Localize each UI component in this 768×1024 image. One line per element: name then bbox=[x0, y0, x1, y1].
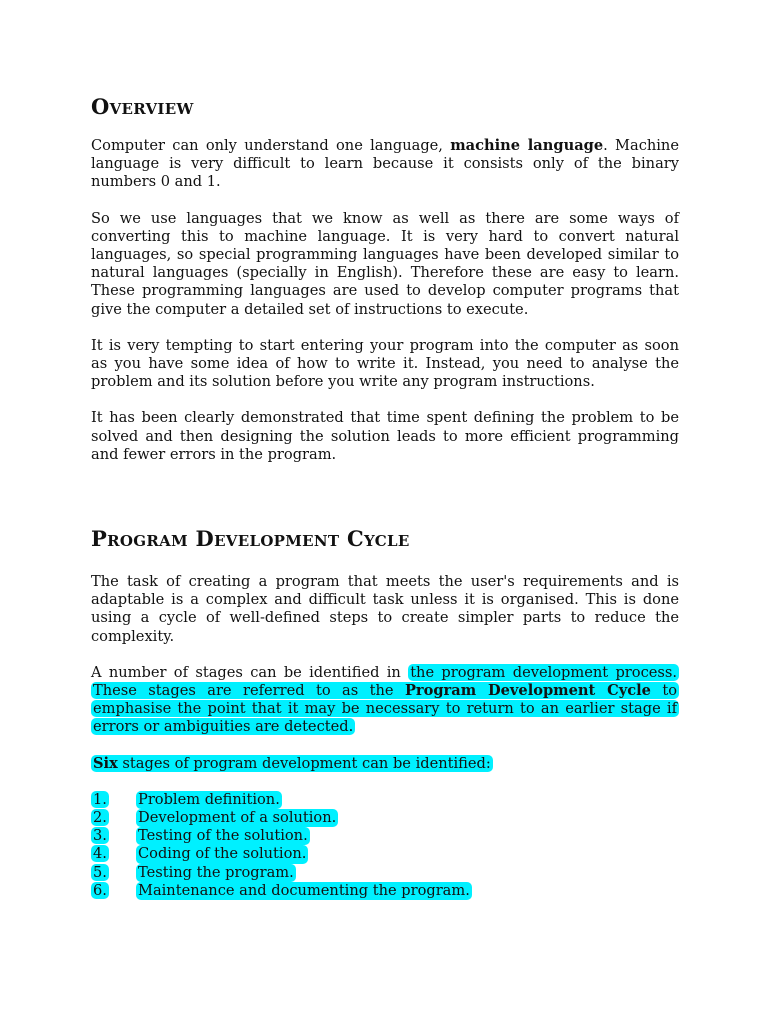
overview-paragraph-1 bbox=[91, 137, 679, 192]
bold-term: Six bbox=[93, 754, 118, 772]
overview-paragraph-3: It is very tempting to start entering your program into the computer as soon as you have some idea of how to write it. Instead, you need to analyse the problem and its solution before you write any program instructions. bbox=[91, 336, 679, 391]
overview-heading: Overview bbox=[91, 94, 194, 119]
bold-term: machine language bbox=[450, 137, 604, 154]
list-number: 3. bbox=[93, 827, 107, 845]
list-item bbox=[91, 882, 679, 900]
list-item bbox=[91, 791, 679, 809]
text-run: . Machine language is very difficult to learn because it consists only of the binary numbers 0 and 1. bbox=[91, 137, 679, 191]
list-item-text: Coding of the solution. bbox=[138, 845, 307, 863]
list-item-text: Testing the program. bbox=[138, 863, 294, 881]
list-number: 4. bbox=[93, 845, 107, 863]
list-item-text: Testing of the solution. bbox=[138, 827, 308, 845]
text-run: the program development process. These stages are referred to as the bbox=[93, 663, 677, 700]
text-run: A number of stages can be identified in bbox=[91, 663, 409, 681]
list-item bbox=[91, 864, 679, 882]
stages-list bbox=[91, 791, 679, 900]
overview-paragraph-4: It has been clearly demonstrated that time spent defining the problem to be solved and then designing the solution leads to more efficient programming and fewer errors in the program. bbox=[91, 409, 679, 463]
highlighted-text bbox=[91, 755, 493, 772]
pdc-heading: Program Development Cycle bbox=[91, 526, 410, 552]
list-item bbox=[91, 809, 679, 827]
list-item-text: Problem definition. bbox=[138, 790, 280, 808]
text-run: Computer can only understand one language, bbox=[91, 137, 451, 154]
list-number: 1. bbox=[93, 790, 107, 808]
pdc-paragraph-1: The task of creating a program that meets the user's requirements and is adaptable is a complex and difficult task unless it is organised. This is done using a cycle of well-defined steps to create simpler parts to reduce the complexity. bbox=[91, 573, 679, 645]
text-run: stages of program development can be identified: bbox=[117, 754, 491, 772]
text-run: to emphasise the point that it may be necessary to return to an earlier stage if errors or ambiguities are detected. bbox=[93, 682, 678, 736]
list-number: 2. bbox=[93, 809, 107, 827]
bold-term: Program Development Cycle bbox=[404, 682, 651, 700]
document-page bbox=[91, 90, 679, 900]
list-item bbox=[91, 827, 679, 845]
overview-paragraph-2: So we use languages that we know as well as there are some ways of converting this to machine language. It is very hard to convert natural languages, so special programming languages have been developed similar to natural languages (specially in English). Therefore these are easy to learn. These programming languages are used to develop computer programs that give the computer a detailed set of instructions to execute. bbox=[91, 209, 679, 318]
list-item-text: Development of a solution. bbox=[138, 809, 337, 827]
six-stages-intro bbox=[91, 755, 679, 773]
list-item bbox=[91, 845, 679, 863]
list-number: 5. bbox=[93, 863, 107, 881]
list-item-text: Maintenance and documenting the program. bbox=[138, 881, 470, 899]
pdc-paragraph-2 bbox=[91, 664, 679, 737]
list-number: 6. bbox=[93, 881, 107, 899]
